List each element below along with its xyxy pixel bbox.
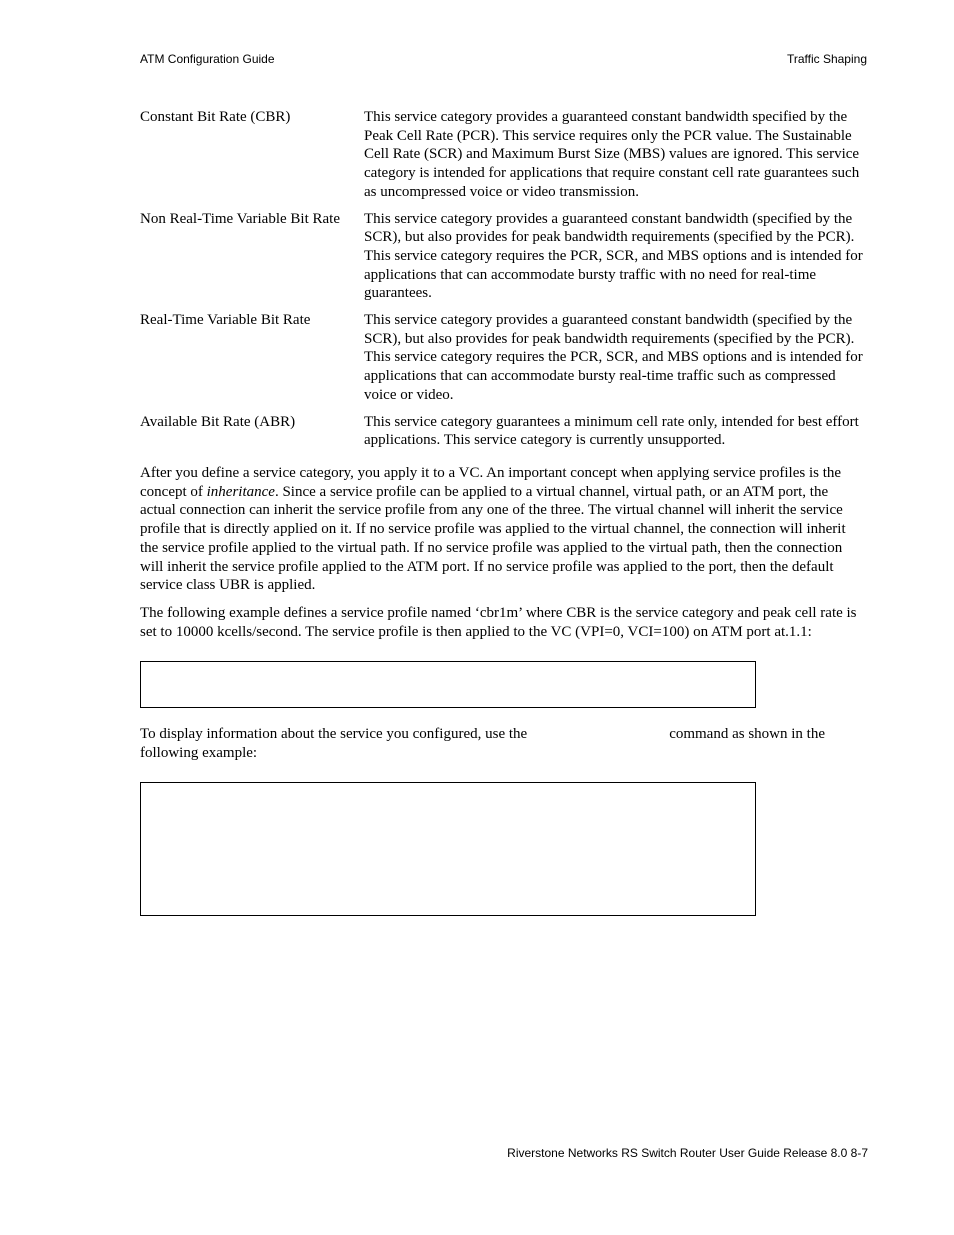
display-info-text-after: command as shown in the following example:: [140, 726, 825, 761]
header-left: ATM Configuration Guide: [140, 52, 275, 66]
definition-term: Non Real-Time Variable Bit Rate: [140, 210, 340, 227]
inheritance-paragraph: [140, 464, 867, 595]
output-example-box: [140, 782, 756, 916]
inheritance-text-after: . Since a service profile can be applied to a virtual channel, virtual path, or an ATM port, the actual connection can inherit the service profile from any one of the three. The virtual channel will inherit the service profile that is directly applied on it. If no service profile was applied to the virtual channel, the connection will inherit the service profile applied to the virtual path. If no service profile was applied to the virtual path, then the connection will inherit the service profile applied to the ATM port. If no service profile was applied to the port, then the default service class UBR is applied.: [140, 483, 846, 594]
definition-term: Constant Bit Rate (CBR): [140, 109, 291, 125]
definition-description: This service category provides a guaranteed constant bandwidth specified by the Peak Cell Rate (PCR). This service requires only the PCR value. The Sustainable Cell Rate (SCR) and Maximum Burst Size (MBS) values are ignored. This service category is intended for applications that require constant cell rate guarantees such as uncompressed voice or video transmission.: [364, 109, 860, 200]
inheritance-emphasis: inheritance: [206, 483, 275, 500]
definition-description: This service category provides a guaranteed constant bandwidth (specified by the SCR), but also provides for peak bandwidth requirements (specified by the PCR). This service category requires the PCR, SCR, and MBS options and is intended for applications that can accommodate bursty traffic with no need for real-time guarantees.: [364, 210, 863, 302]
definition-row: [140, 108, 867, 202]
page-footer: Riverstone Networks RS Switch Router User Guide Release 8.0 8-7: [507, 1146, 868, 1160]
display-info-text-before: To display information about the service you configured, use the: [140, 726, 528, 742]
definition-description: This service category provides a guaranteed constant bandwidth (specified by the SCR), but also provides for peak bandwidth requirements (specified by the PCR). This service category requires the PCR, SCR, and MBS options and is intended for applications that can accommodate bursty real-time traffic such as compressed voice or video.: [364, 312, 863, 403]
header-right: Traffic Shaping: [786, 52, 867, 66]
definition-term: Real-Time Variable Bit Rate: [140, 312, 311, 329]
definition-row: [140, 413, 867, 450]
inheritance-text-before: After you define a service category, you apply it to a VC. An important concept when applying service profiles is the concept of: [140, 465, 842, 500]
service-category-definitions: [140, 108, 867, 458]
definition-row: [140, 311, 867, 405]
example-intro-paragraph: The following example defines a service profile named ‘cbr1m’ where CBR is the service category and peak cell rate is set to 10000 kcells/second. The service profile is then applied to the VC (VPI=0, VCI=100) on ATM port at.1.1:: [140, 605, 857, 640]
display-info-paragraph: [140, 725, 867, 762]
code-example-box: [140, 661, 756, 708]
definition-description: This service category guarantees a minimum cell rate only, intended for best effort applications. This service category is currently unsupported.: [364, 413, 859, 449]
definition-term: Available Bit Rate (ABR): [140, 413, 296, 430]
definition-row: [140, 210, 867, 304]
